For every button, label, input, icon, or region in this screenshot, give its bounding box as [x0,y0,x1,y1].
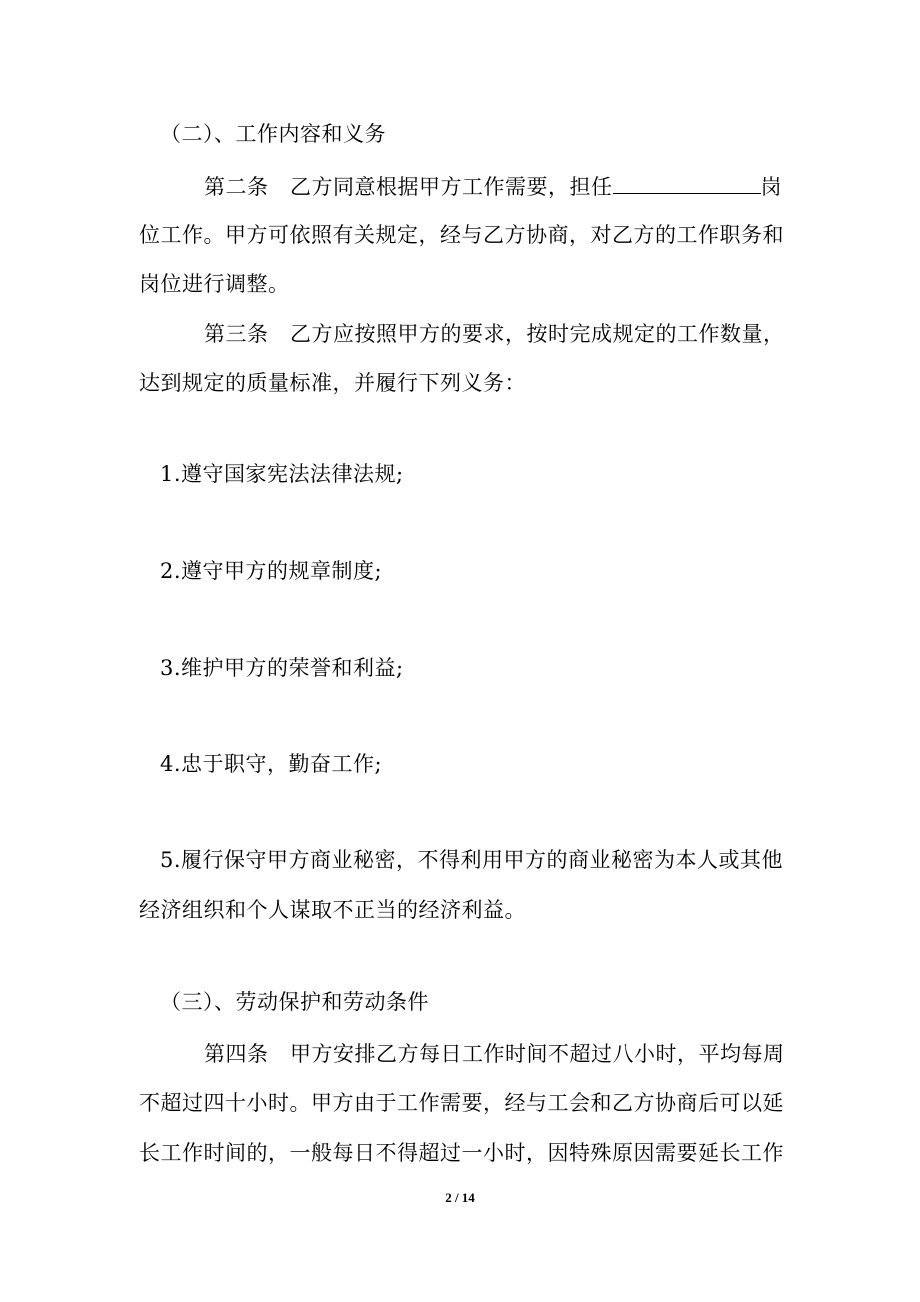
article-2-suffix: 岗 [760,175,782,199]
article-4-line-1: 第四条 甲方安排乙方每日工作时间不超过八小时，平均每周 [204,1042,785,1066]
article-3-line-1: 第三条 乙方应按照甲方的要求，按时完成规定的工作数量， [204,322,785,346]
article-3-line-2: 达到规定的质量标准，并履行下列义务： [139,371,526,395]
article-4-line-3: 长工作时间的，一般每日不得超过一小时，因特殊原因需要延长工作 [139,1141,784,1165]
article-2-line-1 [204,171,782,201]
obligation-item: 1.遵守国家宪法法律法规; [160,462,404,486]
article-2-line-3: 岗位进行调整。 [139,272,290,296]
article-2-line-2: 位工作。甲方可依照有关规定，经与乙方协商，对乙方的工作职务和 [139,223,784,247]
position-blank-line [613,171,761,194]
obligation-item: 4.忠于职守，勤奋工作; [160,752,383,776]
article-2-text: 第二条 乙方同意根据甲方工作需要，担任 [204,175,613,199]
obligation-item: 2.遵守甲方的规章制度; [160,559,383,583]
section-heading-3: （三）、劳动保护和劳动条件 [160,990,429,1014]
section-heading-2: （二）、工作内容和义务 [160,122,386,146]
obligation-item-5-line-1: 5.履行保守甲方商业秘密，不得利用甲方的商业秘密为本人或其他 [160,848,784,872]
page-number: 2 / 14 [445,1190,475,1205]
article-4-line-2: 不超过四十小时。甲方由于工作需要，经与工会和乙方协商后可以延 [139,1091,784,1115]
obligation-item-5-line-2: 经济组织和个人谋取不正当的经济利益。 [139,898,526,922]
obligation-item: 3.维护甲方的荣誉和利益; [160,656,404,680]
